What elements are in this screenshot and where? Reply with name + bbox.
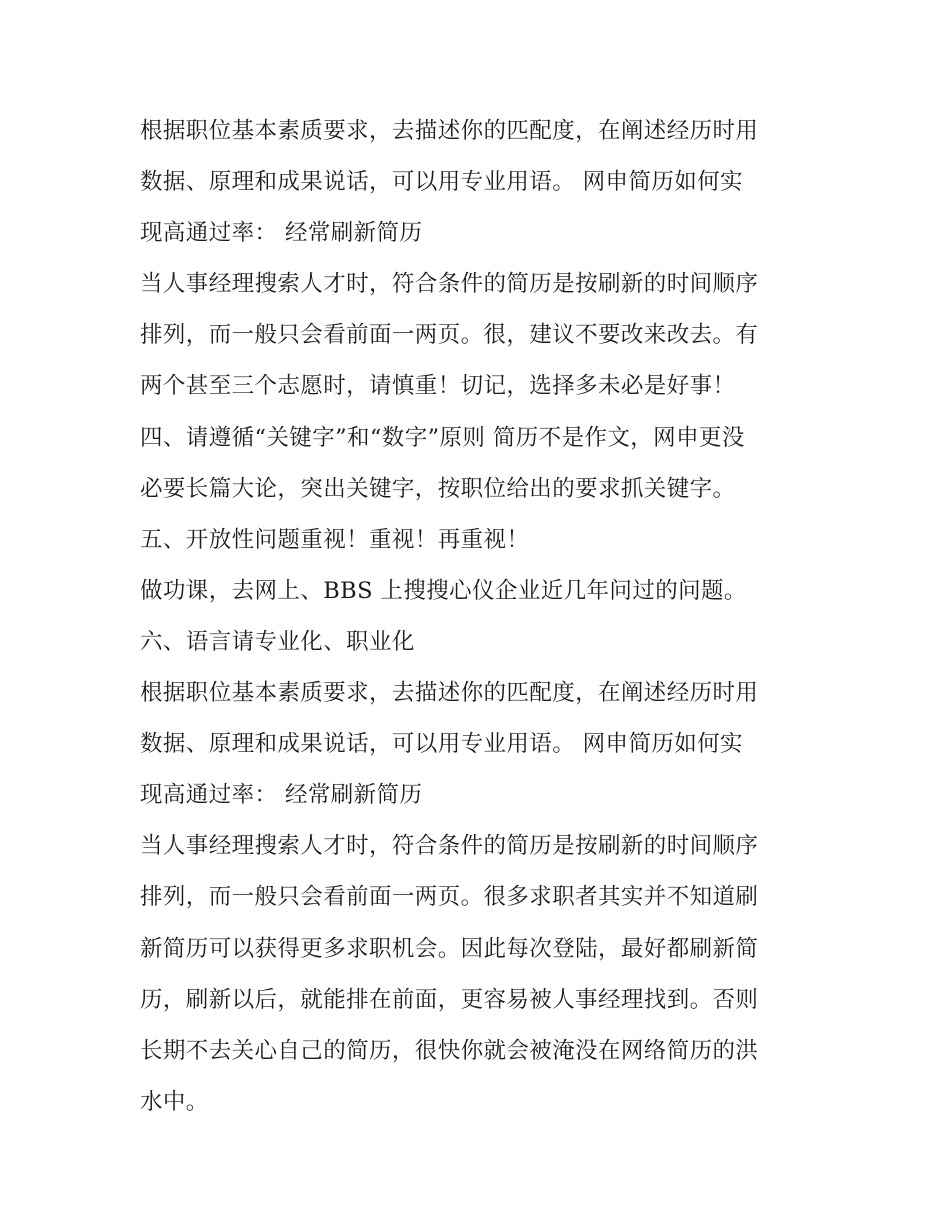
text-line: 做功课，去网上、BBS 上搜搜心仪企业近几年问过的问题。 [140,577,747,604]
text-line: 新简历可以获得更多求职机会。因此每次登陆，最好都刷新简 [140,935,759,962]
text-line: 两个甚至三个志愿时，请慎重！切记，选择多未必是好事！ [140,373,736,400]
text-line: 历，刷新以后，就能排在前面，更容易被人事经理找到。否则 [140,986,759,1013]
text-line: 长期不去关心自己的简历，很快你就会被淹没在网络简历的洪 [140,1037,759,1064]
text-line: 现高通过率： 经常刷新简历 [140,782,423,809]
text-line: 当人事经理搜索人才时，符合条件的简历是按刷新的时间顺序 [140,271,759,298]
text-line: 现高通过率： 经常刷新简历 [140,220,423,247]
text-line: 当人事经理搜索人才时，符合条件的简历是按刷新的时间顺序 [140,833,759,860]
text-line: 四、请遵循“关键字”和“数字”原则 简历不是作文，网申更没 [140,424,745,451]
text-line: 水中。 [140,1088,209,1115]
text-line: 六、语言请专业化、职业化 [140,628,415,655]
text-line: 根据职位基本素质要求，去描述你的匹配度，在阐述经历时用 [140,680,759,707]
text-line: 根据职位基本素质要求，去描述你的匹配度，在阐述经历时用 [140,118,759,144]
text-line: 数据、原理和成果说话，可以用专业用语。 网申简历如何实 [140,731,743,758]
text-line: 五、开放性问题重视！重视！再重视！ [140,526,530,553]
text-line: 排列，而一般只会看前面一两页。很多求职者其实并不知道刷 [140,884,759,911]
text-line: 数据、原理和成果说话，可以用专业用语。 网申简历如何实 [140,169,743,196]
text-line: 排列，而一般只会看前面一两页。很，建议不要改来改去。有 [140,322,759,349]
body-text [140,106,820,1128]
text-line: 必要长篇大论，突出关键字，按职位给出的要求抓关键字。 [140,475,736,502]
